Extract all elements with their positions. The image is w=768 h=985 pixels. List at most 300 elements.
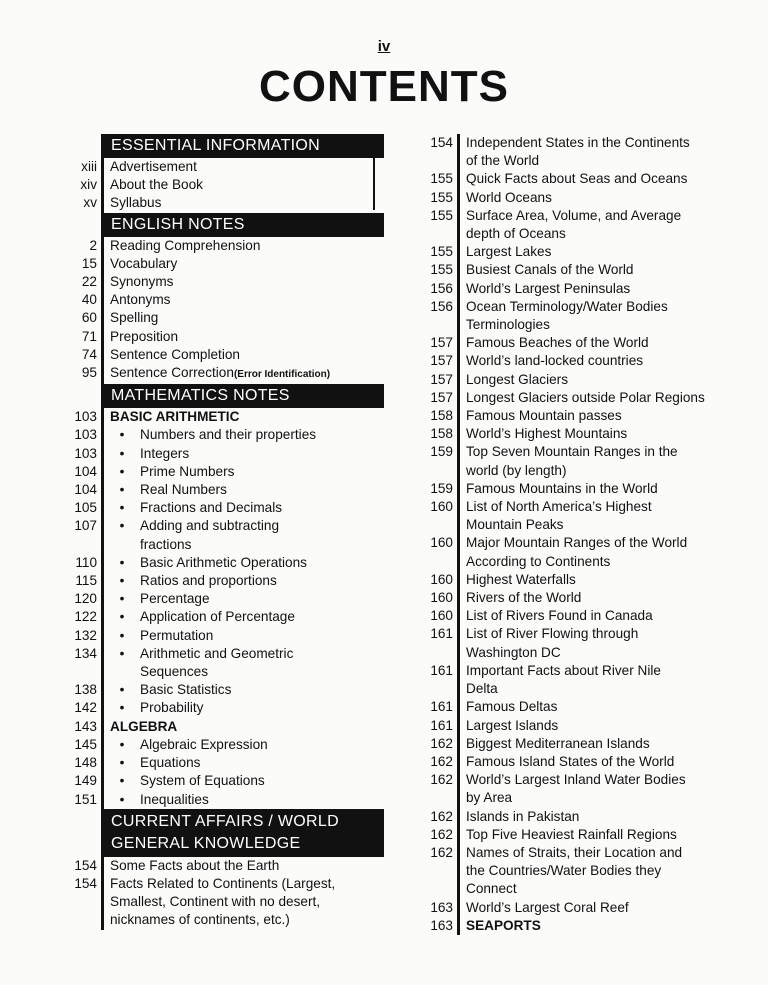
contents-left-column xyxy=(64,134,384,930)
toc-entry-line: World’s land-locked countries xyxy=(466,353,644,369)
toc-entry[interactable] xyxy=(64,681,384,699)
toc-entry[interactable] xyxy=(420,407,750,425)
toc-entry-title xyxy=(101,699,384,717)
toc-entry-title xyxy=(457,771,750,807)
toc-page-number: 162 xyxy=(430,826,453,842)
toc-entry[interactable] xyxy=(420,625,750,661)
section-header xyxy=(64,384,384,408)
toc-entry-text: Prime Numbers xyxy=(140,463,235,479)
toc-entry-line: Surface Area, Volume, and Average xyxy=(466,207,682,223)
toc-entry[interactable] xyxy=(420,589,750,607)
toc-page-number: 157 xyxy=(430,335,453,351)
toc-entry-line: Famous Island States of the World xyxy=(466,753,675,769)
toc-page-number: 155 xyxy=(430,262,453,278)
toc-page-number: 134 xyxy=(74,645,97,661)
section-header-label: ENGLISH NOTES xyxy=(101,213,384,237)
toc-entry-text: Percentage xyxy=(140,591,210,607)
section-header xyxy=(64,213,384,237)
toc-entry-line: According to Continents xyxy=(466,553,611,569)
toc-entry[interactable] xyxy=(420,917,750,935)
toc-page-number: 156 xyxy=(430,280,453,296)
toc-entry[interactable] xyxy=(64,255,384,273)
toc-entry-title xyxy=(457,717,750,735)
toc-entry-title xyxy=(101,517,384,553)
toc-page-number: 163 xyxy=(430,917,453,933)
toc-entry-title xyxy=(457,826,750,844)
toc-entry-title xyxy=(101,791,384,809)
toc-page-number: 161 xyxy=(430,699,453,715)
page-number: iv xyxy=(377,38,391,55)
toc-entry[interactable] xyxy=(64,517,384,553)
toc-entry-text: BASIC ARITHMETIC xyxy=(110,409,240,425)
section-header-label: ESSENTIAL INFORMATION xyxy=(101,134,384,158)
toc-page-number: 138 xyxy=(74,682,97,698)
toc-entry-title xyxy=(101,554,384,572)
toc-entry-line: Largest Islands xyxy=(466,717,559,733)
toc-entry-title xyxy=(101,291,384,309)
toc-entry-title xyxy=(101,309,384,327)
toc-entry-title xyxy=(457,899,750,917)
toc-entry-line: Highest Waterfalls xyxy=(466,571,576,587)
toc-entry-title xyxy=(457,534,750,570)
toc-entry-title xyxy=(457,480,750,498)
toc-page-number: xiii xyxy=(81,159,97,174)
toc-entry-title xyxy=(457,443,750,479)
toc-entry-line: Mountain Peaks xyxy=(466,517,564,533)
toc-entry-line: Major Mountain Ranges of the World xyxy=(466,535,688,551)
toc-entry-title xyxy=(101,718,384,736)
toc-entry-text: Spelling xyxy=(110,310,159,326)
toc-entry-text: Antonyms xyxy=(110,292,171,308)
toc-entry-title xyxy=(457,407,750,425)
section-header-line: CURRENT AFFAIRS / WORLD xyxy=(111,812,339,830)
toc-entry-text: Arithmetic and Geometric Sequences xyxy=(140,645,298,680)
toc-entry-title xyxy=(457,243,750,261)
toc-entry-line: Longest Glaciers outside Polar Regions xyxy=(466,389,705,405)
toc-entry[interactable] xyxy=(420,261,750,279)
toc-entry[interactable] xyxy=(420,607,750,625)
toc-entry-line: World’s Highest Mountains xyxy=(466,426,628,442)
toc-entry-title xyxy=(457,917,750,935)
bullet-icon: • xyxy=(119,700,125,716)
toc-entry-line: Smallest, Continent with no desert, xyxy=(110,894,321,910)
toc-entry[interactable] xyxy=(420,698,750,716)
toc-entry-title xyxy=(101,176,384,194)
toc-entry[interactable] xyxy=(420,498,750,534)
toc-entry[interactable] xyxy=(420,534,750,570)
toc-page-number: 163 xyxy=(430,899,453,915)
toc-page-number: 160 xyxy=(430,590,453,606)
page-spacer xyxy=(64,384,101,408)
toc-entry-text: Preposition xyxy=(110,328,179,344)
toc-entry-title xyxy=(457,735,750,753)
toc-entry-title xyxy=(101,608,384,626)
toc-page-number: 154 xyxy=(74,857,97,873)
toc-entry-line: Ocean Terminology/Water Bodies xyxy=(466,298,668,314)
bullet-icon: • xyxy=(119,736,125,752)
toc-page-number: 155 xyxy=(430,189,453,205)
toc-entry[interactable] xyxy=(64,237,384,255)
toc-entry[interactable] xyxy=(64,499,384,517)
toc-page-number: 103 xyxy=(74,445,97,461)
toc-entry[interactable] xyxy=(64,554,384,572)
toc-entry[interactable] xyxy=(64,158,384,176)
toc-entry[interactable] xyxy=(64,590,384,608)
bullet-icon: • xyxy=(119,573,125,589)
toc-entry[interactable] xyxy=(64,608,384,626)
bullet-icon: • xyxy=(119,427,125,443)
toc-entry-title xyxy=(101,255,384,273)
toc-entry-title xyxy=(101,645,384,681)
toc-entry-line: Famous Mountains in the World xyxy=(466,480,658,496)
toc-entry[interactable] xyxy=(420,207,750,243)
toc-entry-text: Numbers and their properties xyxy=(140,427,317,443)
toc-entry-line: Famous Mountain passes xyxy=(466,408,622,424)
toc-entry-line: depth of Oceans xyxy=(466,226,566,242)
toc-entry[interactable] xyxy=(64,791,384,809)
toc-page-number: 158 xyxy=(430,408,453,424)
toc-entry-text: Application of Percentage xyxy=(140,609,295,625)
toc-page-number: 160 xyxy=(430,608,453,624)
bullet-icon: • xyxy=(119,627,125,643)
toc-page-number: 151 xyxy=(74,791,97,807)
toc-entry-title xyxy=(457,571,750,589)
toc-entry-text: Sentence Completion xyxy=(110,346,240,362)
toc-entry[interactable] xyxy=(64,364,384,384)
toc-entry-line: Independent States in the Continents xyxy=(466,135,690,150)
toc-entry-title xyxy=(457,189,750,207)
toc-entry-title xyxy=(457,371,750,389)
bullet-icon: • xyxy=(119,682,125,698)
toc-entry[interactable] xyxy=(420,443,750,479)
toc-entry-title xyxy=(457,334,750,352)
toc-page-number: 157 xyxy=(430,353,453,369)
toc-page-number: 104 xyxy=(74,482,97,498)
bullet-icon: • xyxy=(119,482,125,498)
bullet-icon: • xyxy=(119,791,125,807)
toc-page-number: 105 xyxy=(74,500,97,516)
toc-entry[interactable] xyxy=(420,480,750,498)
toc-entry[interactable] xyxy=(64,627,384,645)
toc-page-number: 157 xyxy=(430,389,453,405)
toc-entry[interactable] xyxy=(420,170,750,188)
section-header-label: MATHEMATICS NOTES xyxy=(101,384,384,408)
toc-entry-line: Famous Beaches of the World xyxy=(466,335,649,351)
toc-entry[interactable] xyxy=(64,176,384,194)
toc-entry-line: Famous Deltas xyxy=(466,699,558,715)
toc-page-number: 103 xyxy=(74,409,97,425)
toc-entry-line: List of North America’s Highest xyxy=(466,499,652,515)
toc-entry-text: Advertisement xyxy=(110,159,197,174)
toc-entry-line: Busiest Canals of the World xyxy=(466,262,634,278)
toc-page-number: 145 xyxy=(74,736,97,752)
toc-entry-title xyxy=(457,662,750,698)
toc-entry[interactable] xyxy=(420,352,750,370)
toc-page-number: 149 xyxy=(74,773,97,789)
section-header-line: GENERAL KNOWLEDGE xyxy=(111,834,301,852)
toc-entry-line: Islands in Pakistan xyxy=(466,808,580,824)
toc-entry[interactable] xyxy=(64,426,384,444)
toc-page-number: 156 xyxy=(430,298,453,314)
toc-entry-line: Top Five Heaviest Rainfall Regions xyxy=(466,826,677,842)
toc-entry-title xyxy=(101,426,384,444)
toc-entry[interactable] xyxy=(64,291,384,309)
toc-entry-title xyxy=(101,463,384,481)
toc-entry-text: Algebraic Expression xyxy=(140,736,268,752)
toc-entry[interactable] xyxy=(420,771,750,807)
toc-entry[interactable] xyxy=(64,875,384,930)
toc-page-number: 71 xyxy=(81,328,97,344)
toc-entry[interactable] xyxy=(64,572,384,590)
section-header-label xyxy=(101,809,384,857)
toc-entry-line: Longest Glaciers xyxy=(466,371,569,387)
toc-entry[interactable] xyxy=(420,571,750,589)
toc-entry[interactable] xyxy=(420,826,750,844)
toc-entry-title xyxy=(101,364,384,384)
toc-page-number: 2 xyxy=(89,237,97,253)
toc-entry[interactable] xyxy=(64,645,384,681)
toc-page-number: 60 xyxy=(81,310,97,326)
toc-entry-title xyxy=(101,736,384,754)
toc-entry-line: Important Facts about River Nile xyxy=(466,662,661,678)
toc-page-number: 95 xyxy=(81,365,97,381)
toc-entry[interactable] xyxy=(420,298,750,334)
toc-entry-text: Inequalities xyxy=(140,791,209,807)
toc-page-number: 104 xyxy=(74,463,97,479)
toc-entry-title xyxy=(457,753,750,771)
toc-entry[interactable] xyxy=(420,280,750,298)
toc-entry-line: Facts Related to Continents (Largest, xyxy=(110,875,336,891)
toc-page-number: 22 xyxy=(81,274,97,290)
toc-entry-title xyxy=(457,207,750,243)
toc-entry[interactable] xyxy=(420,735,750,753)
toc-page-number: 161 xyxy=(430,662,453,678)
bullet-icon: • xyxy=(119,445,125,461)
toc-entry-line: World Oceans xyxy=(466,189,552,205)
toc-page-number: 154 xyxy=(430,135,453,150)
toc-entry[interactable] xyxy=(420,662,750,698)
toc-entry[interactable] xyxy=(64,408,384,426)
toc-entry[interactable] xyxy=(420,371,750,389)
toc-entry[interactable] xyxy=(64,772,384,790)
toc-entry-title xyxy=(457,589,750,607)
toc-entry[interactable] xyxy=(64,754,384,772)
toc-entry-text: Permutation xyxy=(140,627,214,643)
toc-entry-title xyxy=(457,389,750,407)
toc-entry-line: Names of Straits, their Location and xyxy=(466,844,683,860)
toc-entry-title xyxy=(101,194,384,212)
toc-entry-text: Some Facts about the Earth xyxy=(110,857,280,873)
toc-page-number: 158 xyxy=(430,426,453,442)
toc-entry-line: Rivers of the World xyxy=(466,590,582,606)
toc-page-number: 110 xyxy=(75,554,97,570)
toc-entry[interactable] xyxy=(64,445,384,463)
toc-entry-title xyxy=(101,408,384,426)
toc-page-number: 160 xyxy=(430,499,453,515)
toc-page-number: 15 xyxy=(81,255,97,271)
toc-page-number: 157 xyxy=(430,371,453,387)
toc-entry-text: Real Numbers xyxy=(140,482,227,498)
toc-entry-title xyxy=(101,273,384,291)
bullet-icon: • xyxy=(119,554,125,570)
toc-entry-line: World’s Largest Coral Reef xyxy=(466,899,629,915)
toc-page-number: 107 xyxy=(74,518,97,534)
toc-entry-title xyxy=(457,134,750,170)
toc-entry-title xyxy=(101,857,384,875)
toc-page-number: 161 xyxy=(430,626,453,642)
toc-entry[interactable] xyxy=(420,899,750,917)
page-spacer xyxy=(64,213,101,237)
toc-page-number: 120 xyxy=(74,591,97,607)
toc-entry-text: Fractions and Decimals xyxy=(140,500,283,516)
toc-entry-title xyxy=(457,498,750,534)
bullet-icon: • xyxy=(119,755,125,771)
toc-entry-line: Biggest Mediterranean Islands xyxy=(466,735,650,751)
bullet-icon: • xyxy=(119,463,125,479)
toc-entry-line: Top Seven Mountain Ranges in the xyxy=(466,444,678,460)
toc-entry-title xyxy=(101,346,384,364)
toc-page-number: 162 xyxy=(430,753,453,769)
toc-entry-text: Syllabus xyxy=(110,195,162,211)
toc-entry-title xyxy=(101,572,384,590)
toc-entry-line: Washington DC xyxy=(466,644,561,660)
toc-page-number: 162 xyxy=(430,772,453,788)
page-spacer xyxy=(64,134,101,158)
toc-entry[interactable] xyxy=(420,425,750,443)
toc-entry-title xyxy=(101,754,384,772)
toc-entry-title xyxy=(457,698,750,716)
toc-entry-line: Terminologies xyxy=(466,317,550,333)
bullet-icon: • xyxy=(119,773,125,789)
toc-page-number: 115 xyxy=(75,573,97,589)
toc-page-number: 160 xyxy=(430,535,453,551)
toc-page-number: 161 xyxy=(430,717,453,733)
toc-page-number: 40 xyxy=(81,292,97,308)
bullet-icon: • xyxy=(119,609,125,625)
bullet-icon: • xyxy=(119,500,125,516)
toc-entry[interactable] xyxy=(64,718,384,736)
toc-entry-title xyxy=(457,425,750,443)
toc-entry-text: System of Equations xyxy=(140,773,265,789)
toc-entry-title xyxy=(101,328,384,346)
toc-entry-title xyxy=(457,261,750,279)
toc-entry-line: World’s Largest Peninsulas xyxy=(466,280,631,296)
toc-entry[interactable] xyxy=(64,273,384,291)
toc-entry-line: World’s Largest Inland Water Bodies xyxy=(466,772,686,788)
toc-page-number: xv xyxy=(83,195,97,211)
toc-entry-line: world (by length) xyxy=(466,462,567,478)
toc-entry-text: Synonyms xyxy=(110,274,174,290)
bullet-icon: • xyxy=(119,645,125,661)
toc-entry[interactable] xyxy=(64,346,384,364)
toc-entry-text: Reading Comprehension xyxy=(110,237,261,253)
toc-entry[interactable] xyxy=(64,328,384,346)
toc-page-number: 74 xyxy=(81,346,97,362)
toc-entry-line: by Area xyxy=(466,790,513,806)
toc-entry[interactable] xyxy=(420,189,750,207)
toc-entry-line: of the World xyxy=(466,153,540,169)
toc-page-number: 162 xyxy=(430,735,453,751)
toc-entry-title xyxy=(101,237,384,255)
toc-entry[interactable] xyxy=(420,334,750,352)
toc-entry-line: List of River Flowing through xyxy=(466,626,639,642)
toc-page-number: 142 xyxy=(74,700,97,716)
toc-entry-text: Basic Statistics xyxy=(140,682,232,698)
toc-entry-line: List of Rivers Found in Canada xyxy=(466,608,653,624)
toc-entry[interactable] xyxy=(420,717,750,735)
section-header xyxy=(64,809,384,857)
toc-entry[interactable] xyxy=(64,463,384,481)
toc-entry-title xyxy=(101,499,384,517)
toc-entry-title xyxy=(101,772,384,790)
toc-page-number: 132 xyxy=(74,627,97,643)
page-title: CONTENTS xyxy=(259,62,509,111)
toc-page-number: 148 xyxy=(74,755,97,771)
toc-entry-title xyxy=(457,808,750,826)
toc-entry-text: Equations xyxy=(140,755,201,771)
toc-entry-title xyxy=(457,607,750,625)
toc-entry[interactable] xyxy=(64,699,384,717)
toc-entry-title xyxy=(457,844,750,899)
toc-entry-note: (Error Identification) xyxy=(233,369,331,381)
toc-entry-text: ALGEBRA xyxy=(110,718,178,734)
section-header xyxy=(64,134,384,158)
toc-page-number: 143 xyxy=(74,718,97,734)
toc-entry[interactable] xyxy=(64,194,384,212)
toc-entry[interactable] xyxy=(420,389,750,407)
toc-entry-title xyxy=(101,445,384,463)
toc-entry-title xyxy=(457,280,750,298)
toc-entry-title xyxy=(457,352,750,370)
toc-entry-line: SEAPORTS xyxy=(466,917,541,933)
toc-entry[interactable] xyxy=(420,134,750,170)
toc-entry[interactable] xyxy=(64,736,384,754)
toc-entry[interactable] xyxy=(420,753,750,771)
toc-entry-text: Sentence Correction xyxy=(110,365,234,381)
toc-page-number: 155 xyxy=(430,171,453,187)
toc-entry-line: Delta xyxy=(466,681,498,697)
toc-entry[interactable] xyxy=(64,857,384,875)
toc-page-number: 155 xyxy=(430,244,453,260)
toc-entry[interactable] xyxy=(64,481,384,499)
toc-entry-line: the Countries/Water Bodies they xyxy=(466,863,662,879)
toc-entry-title xyxy=(101,158,384,176)
toc-entry[interactable] xyxy=(420,808,750,826)
toc-page-number: xiv xyxy=(80,177,97,193)
toc-entry-title xyxy=(101,590,384,608)
toc-page-number: 122 xyxy=(74,609,97,625)
toc-entry-text: Vocabulary xyxy=(110,255,178,271)
bullet-icon: • xyxy=(119,591,125,607)
toc-entry-title xyxy=(457,298,750,334)
toc-entry-text: About the Book xyxy=(110,177,203,193)
toc-entry[interactable] xyxy=(64,309,384,327)
toc-page-number: 159 xyxy=(430,480,453,496)
toc-page-number: 162 xyxy=(430,844,453,860)
page-spacer xyxy=(64,809,101,857)
toc-entry-text: Adding and subtracting fractions xyxy=(140,518,283,552)
toc-entry-line: Connect xyxy=(466,881,517,897)
toc-entry-text: Probability xyxy=(140,700,204,716)
toc-entry[interactable] xyxy=(420,243,750,261)
toc-page-number: 162 xyxy=(430,808,453,824)
toc-entry-text: Basic Arithmetic Operations xyxy=(140,554,307,570)
toc-page-number: 154 xyxy=(74,875,97,891)
bullet-icon: • xyxy=(119,518,125,534)
toc-entry-line: nicknames of continents, etc.) xyxy=(110,912,290,928)
toc-page-number: 159 xyxy=(430,444,453,460)
toc-entry[interactable] xyxy=(420,844,750,899)
